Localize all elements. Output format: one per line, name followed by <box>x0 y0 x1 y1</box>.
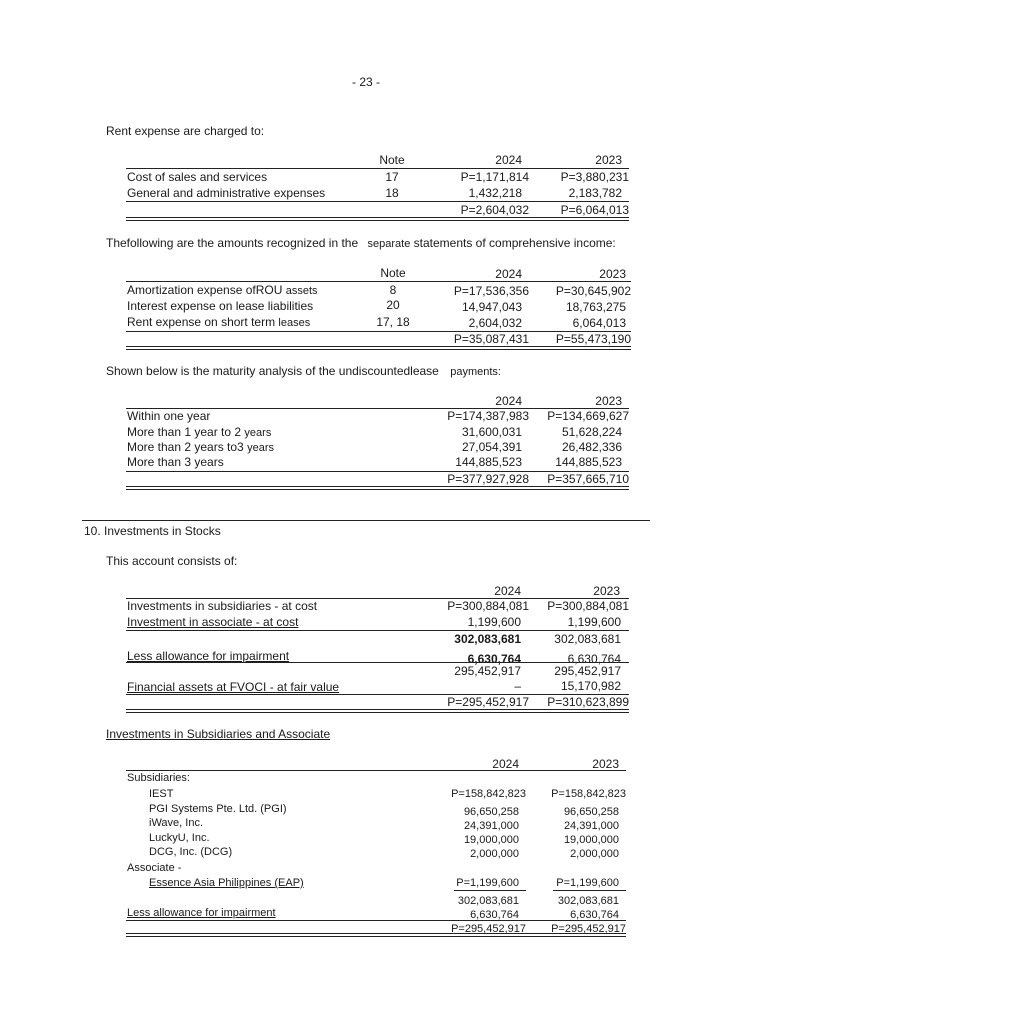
row-label-part: Amortization expense ofROU <box>127 283 283 297</box>
row-label: Less allowance for impairment <box>127 907 276 919</box>
col-header-2024: 2024 <box>495 153 522 167</box>
row-label-part: assets <box>285 285 318 297</box>
row-value-2024: 2,000,000 <box>470 848 519 860</box>
row-label-part: Interest expense on lease liabilities <box>127 299 314 313</box>
subtotal-rule <box>126 630 629 631</box>
row-label <box>127 299 313 313</box>
subtotal-2024: 302,083,681 <box>457 895 519 907</box>
col-header-2023: 2023 <box>593 584 620 598</box>
col-header-2024: 2024 <box>494 584 521 598</box>
header-rule <box>126 168 629 169</box>
row-value-2023: 26,482,336 <box>561 440 622 454</box>
row-value-2023: 1,199,600 <box>567 615 621 629</box>
group-label: Associate - <box>127 862 182 874</box>
total-2024: P=295,452,917 <box>447 695 529 709</box>
row-value-2023: 96,650,258 <box>563 806 619 818</box>
row-label-part: More than 1 year to 2 <box>127 425 242 439</box>
row-label-part: More than 2 years to3 <box>127 440 244 454</box>
row-value-2023: 6,630,764 <box>567 652 621 666</box>
row-value-2023: P=3,880,231 <box>560 170 629 184</box>
row-value-2024: P=158,842,823 <box>451 788 526 800</box>
row-label <box>127 440 274 454</box>
row-value-2023: 6,064,013 <box>572 316 626 330</box>
row-note: 8 <box>389 283 397 297</box>
row-value-2024: 27,054,391 <box>461 440 522 454</box>
row-label <box>127 283 318 297</box>
total-double-rule <box>126 486 629 490</box>
col-header-2023: 2023 <box>592 757 619 771</box>
row-value-2024: P=174,387,983 <box>447 409 529 423</box>
col-header-2023: 2023 <box>595 394 622 408</box>
row-value-2024: 96,650,258 <box>463 806 519 818</box>
total-2024: P=2,604,032 <box>460 203 529 217</box>
subtotal-rule <box>454 890 526 891</box>
total-double-rule <box>126 709 629 713</box>
recog-intro-part: statements of comprehensive income: <box>413 236 616 250</box>
recog-intro <box>106 236 616 250</box>
total-double-rule <box>126 217 629 221</box>
row-label <box>127 425 271 439</box>
row-value-2023: 18,763,275 <box>565 300 626 314</box>
row-value-2024: 31,600,031 <box>461 425 522 439</box>
col-header-note: Note <box>379 153 405 167</box>
row-value-2024: 14,947,043 <box>461 300 522 314</box>
row-value-2024: 24,391,000 <box>463 820 519 832</box>
row-value-2023: P=158,842,823 <box>551 788 626 800</box>
row-label: iWave, Inc. <box>149 817 203 829</box>
row-value-2024: P=300,884,081 <box>447 599 529 613</box>
row-label-part: years <box>244 427 272 439</box>
row-label <box>127 409 210 423</box>
header-rule <box>126 281 631 282</box>
total-2023: P=310,623,899 <box>547 695 629 709</box>
subtotal-rule <box>126 662 629 663</box>
row-value-2024: 6,630,764 <box>470 909 519 921</box>
row-value-2024: 2,604,032 <box>468 316 522 330</box>
col-header-2024: 2024 <box>495 394 522 408</box>
row-note: 17 <box>385 170 399 184</box>
row-label-part: More than 3 years <box>127 455 224 469</box>
row-label: DCG, Inc. (DCG) <box>149 846 233 858</box>
row-label-part: leases <box>278 317 311 329</box>
row-value-2023: P=1,199,600 <box>556 877 619 889</box>
row-value-2024: 144,885,523 <box>455 455 522 469</box>
row-value-2023: 144,885,523 <box>555 455 622 469</box>
total-double-rule <box>126 933 626 937</box>
header-rule <box>126 770 626 771</box>
row-label: Investment in associate - at cost <box>127 615 299 629</box>
rent-intro: Rent expense are charged to: <box>106 124 265 138</box>
row-value-2023: 19,000,000 <box>563 834 619 846</box>
row-label: Less allowance for impairment <box>127 649 290 663</box>
row-value-2023: 15,170,982 <box>560 679 621 693</box>
row-value-2023: 2,183,782 <box>568 186 622 200</box>
col-header-note: Note <box>380 266 406 280</box>
total-double-rule <box>126 346 631 350</box>
row-value-2024: P=1,199,600 <box>456 877 519 889</box>
row-label: Essence Asia Philippines (EAP) <box>149 877 304 889</box>
row-value-2024: 1,432,218 <box>468 186 522 200</box>
col-header-2023: 2023 <box>595 153 622 167</box>
subtotal-rule <box>553 890 626 891</box>
subtotal-2023: 302,083,681 <box>554 632 621 646</box>
row-label-part: Within one year <box>127 409 211 423</box>
total-2023: P=55,473,190 <box>555 332 631 346</box>
row-value-2023: P=30,645,902 <box>555 284 631 298</box>
section-intro: This account consists of: <box>106 554 238 568</box>
subtotal-2024: 302,083,681 <box>454 632 521 646</box>
row-value-2024: 6,630,764 <box>467 652 521 666</box>
row-label: Cost of sales and services <box>127 170 268 184</box>
row-label: PGI Systems Pte. Ltd. (PGI) <box>149 803 287 815</box>
total-2024: P=377,927,928 <box>447 472 529 486</box>
group-label: Subsidiaries: <box>127 772 190 784</box>
col-header-2023: 2023 <box>599 267 626 281</box>
total-2023: P=6,064,013 <box>560 203 629 217</box>
section-divider <box>82 520 650 521</box>
row-value-2024: 19,000,000 <box>463 834 519 846</box>
row-label: General and administrative expenses <box>127 186 326 200</box>
row-label-part: years <box>247 442 274 454</box>
row-value-2024: P=1,171,814 <box>460 170 529 184</box>
row-label: Financial assets at FVOCI - at fair value <box>127 680 340 694</box>
row-note: 17, 18 <box>376 315 410 329</box>
subtotal-2023: 302,083,681 <box>557 895 619 907</box>
row-value-2023: P=300,884,081 <box>547 599 629 613</box>
row-label: Investments in subsidiaries - at cost <box>127 599 318 613</box>
row-label-part: Rent expense on short term <box>127 315 276 329</box>
row-value-2023: 51,628,224 <box>561 425 622 439</box>
row-value-2024: – <box>514 679 521 693</box>
row-label <box>127 315 310 329</box>
row-label: LuckyU, Inc. <box>149 832 210 844</box>
subsection-heading: Investments in Subsidiaries and Associate <box>106 727 331 741</box>
total-2024: P=35,087,431 <box>453 332 529 346</box>
maturity-intro-part: payments: <box>450 366 501 378</box>
subtotal-rule <box>126 920 626 921</box>
row-note: 18 <box>385 186 399 200</box>
row-value-2024: P=17,536,356 <box>453 284 529 298</box>
total-2023: P=295,452,917 <box>551 923 626 935</box>
row-value-2023: 2,000,000 <box>570 848 619 860</box>
row-value-2023: 6,630,764 <box>570 909 619 921</box>
recog-intro-part: Thefollowing are the amounts recognized in the <box>106 236 359 250</box>
col-header-2024: 2024 <box>492 757 519 771</box>
page-number: - 23 - <box>352 75 381 89</box>
total-2023: P=357,665,710 <box>547 472 629 486</box>
row-value-2024: 1,199,600 <box>467 615 521 629</box>
row-note: 20 <box>386 298 400 312</box>
total-2024: P=295,452,917 <box>451 923 526 935</box>
row-value-2023: P=134,669,627 <box>547 409 629 423</box>
net-2023: 295,452,917 <box>554 664 621 678</box>
col-header-2024: 2024 <box>495 267 522 281</box>
subtotal-rule <box>126 201 629 202</box>
row-label: IEST <box>149 788 174 800</box>
row-label <box>127 455 224 469</box>
row-value-2023: 24,391,000 <box>563 820 619 832</box>
section-heading: 10. Investments in Stocks <box>84 524 221 538</box>
maturity-intro <box>106 364 501 378</box>
net-2024: 295,452,917 <box>454 664 521 678</box>
recog-intro-part: separate <box>367 238 411 250</box>
maturity-intro-part: Shown below is the maturity analysis of the undiscountedlease <box>106 364 439 378</box>
